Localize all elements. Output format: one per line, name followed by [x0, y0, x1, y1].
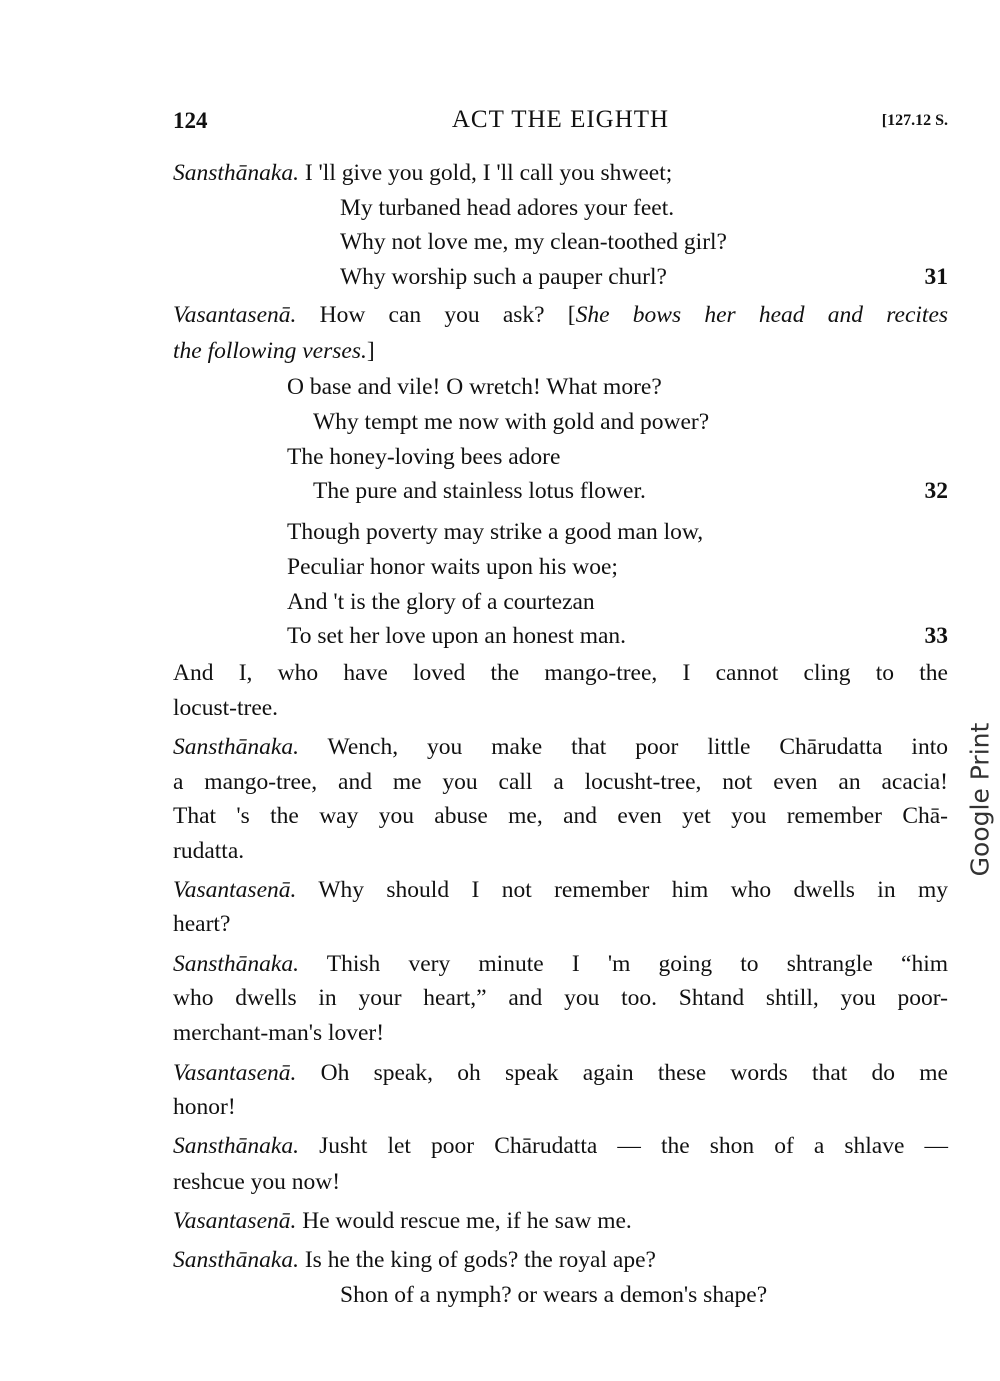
text-line: heart? — [173, 911, 231, 937]
section-reference: [127.12 S. — [881, 112, 948, 129]
text-line: honor! — [173, 1094, 236, 1120]
verse-line: Peculiar honor waits upon his woe; — [287, 554, 618, 580]
verse-line: Though poverty may strike a good man low, — [287, 519, 704, 545]
verse-line: The honey-loving bees adore — [287, 444, 561, 470]
text-line — [173, 730, 948, 764]
text-line: rudatta. — [173, 838, 245, 864]
line-text: The pure and stainless lotus flower. — [313, 478, 646, 504]
text-line: locust-tree. — [173, 695, 279, 721]
line-text: Jusht let poor Chārudatta — the shon of a shlave — — [319, 1133, 949, 1159]
speaker-name: Vasantasenā. — [173, 302, 297, 328]
line-text: How can you ask? [ — [319, 302, 576, 328]
speaker-name: Sansthānaka. — [173, 734, 299, 760]
line-text: Why worship such a pauper churl? — [340, 264, 667, 290]
line-text: Wench, you make that poor little Chārudatta into — [327, 734, 948, 760]
text-line: That 's the way you abuse me, and even yet you remember Chā- — [173, 803, 948, 829]
text-line — [173, 1056, 948, 1090]
verse-line: My turbaned head adores your feet. — [340, 195, 675, 221]
verse-line: O base and vile! O wretch! What more? — [287, 374, 662, 400]
line-text: Why should I not remember him who dwells in my — [318, 877, 948, 903]
verse-line — [287, 619, 948, 653]
verse-number: 31 — [924, 264, 948, 290]
stage-direction: the following verses. — [173, 338, 367, 364]
verse-line: Why not love me, my clean-toothed girl? — [340, 229, 727, 255]
speaker-name: Sansthānaka. — [173, 1247, 299, 1273]
verse-line — [340, 260, 948, 294]
line-text: I 'll give you gold, I 'll call you shweet; — [304, 160, 673, 186]
verse-number: 32 — [924, 478, 948, 504]
watermark-text: Google Print — [965, 722, 995, 877]
page-number: 124 — [173, 108, 208, 133]
text-line: who dwells in your heart,” and you too. Shtand shtill, you poor- — [173, 985, 948, 1011]
text-line: And I, who have loved the mango-tree, I cannot cling to the — [173, 660, 948, 686]
google-print-watermark — [960, 715, 1000, 885]
verse-line: Shon of a nymph? or wears a demon's shape? — [340, 1282, 768, 1308]
text-line — [173, 1129, 948, 1163]
line-text: Thish very minute I 'm going to shtrangle “him — [326, 951, 949, 977]
verse-line: Why tempt me now with gold and power? — [313, 409, 710, 435]
line-text: Oh speak, oh speak again these words that do me — [320, 1060, 948, 1086]
text-line — [173, 298, 948, 332]
page-title: ACT THE EIGHTH — [451, 106, 670, 133]
running-header — [173, 106, 948, 138]
text-line — [173, 1243, 948, 1277]
verse-line: And 't is the glory of a courtezan — [287, 589, 595, 615]
verse-number: 33 — [924, 623, 948, 649]
line-text: He would rescue me, if he saw me. — [302, 1208, 632, 1234]
speaker-name: Sansthānaka. — [173, 951, 299, 977]
speaker-name: Sansthānaka. — [173, 160, 299, 186]
text-line — [173, 334, 948, 368]
verse-line — [313, 474, 948, 508]
text-line: reshcue you now! — [173, 1169, 341, 1195]
text-line — [173, 873, 948, 907]
text-line: merchant-man's lover! — [173, 1020, 385, 1046]
text-line — [173, 156, 948, 190]
speaker-name: Vasantasenā. — [173, 1208, 297, 1234]
text-line — [173, 1204, 948, 1238]
speaker-name: Vasantasenā. — [173, 1060, 297, 1086]
text-line: a mango-tree, and me you call a locusht-tree, not even an acacia! — [173, 769, 948, 795]
line-text: ] — [366, 338, 375, 364]
line-text: To set her love upon an honest man. — [287, 623, 627, 649]
text-line — [173, 947, 948, 981]
line-text: Is he the king of gods? the royal ape? — [304, 1247, 656, 1273]
speaker-name: Vasantasenā. — [173, 877, 297, 903]
speaker-name: Sansthānaka. — [173, 1133, 299, 1159]
stage-direction: She bows her head and recites — [575, 302, 949, 328]
